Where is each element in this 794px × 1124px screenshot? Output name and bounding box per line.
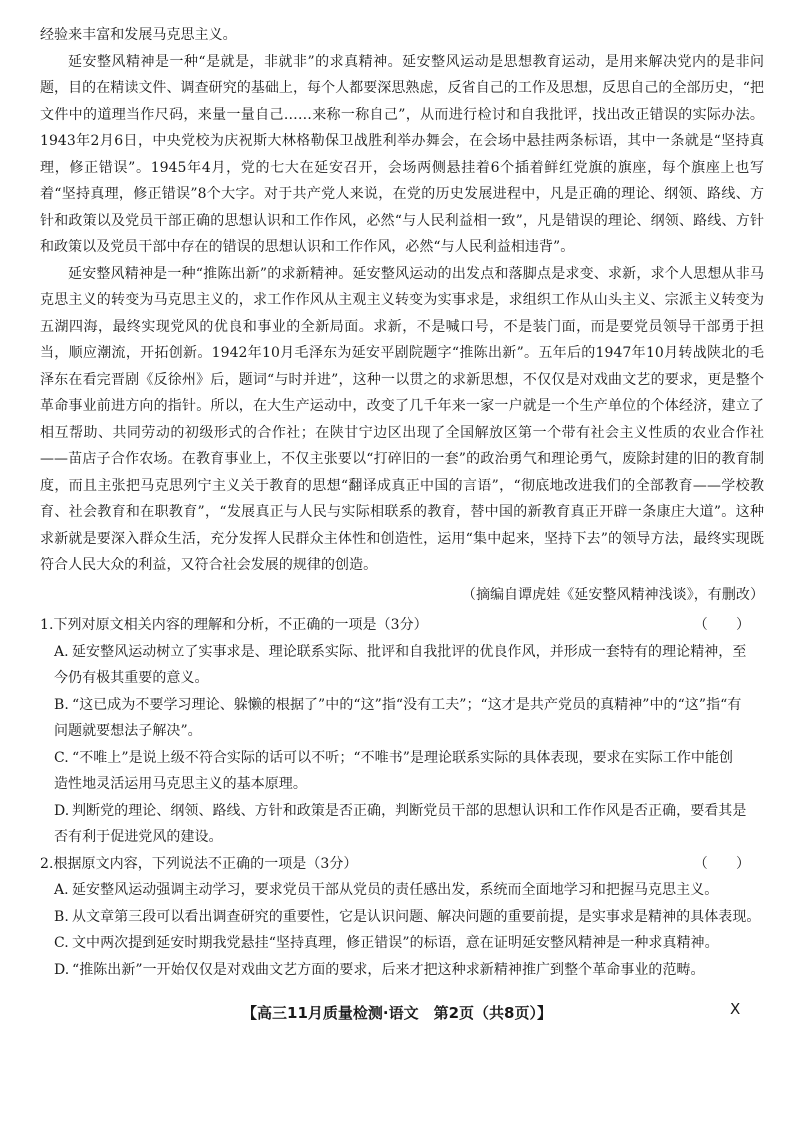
question-1 — [40, 612, 764, 851]
option-letter: C. — [54, 749, 69, 766]
option-letter: B. — [54, 696, 69, 713]
paragraph-3: 延安整风精神是一种“推陈出新”的求新精神。延安整风运动的出发点和落脚点是求变、求新，求个人思想从非马克思主义的转变为马克思主义的，求工作作风从主观主义转变为实事求是，求组织工作从山头主义、宗派主义转变为五湖四海，最终实现党风的优良和事业的全新局面。求新，不是喊口号，不是装门面，而是要党员领导干部勇于担当，顺应潮流，开拓创新。1942年10月毛泽东为延安平剧院题字“推陈出新”。五年后的1947年10月转战陕北的毛泽东在看完晋剧《反徐州》后，题词“与时并进”，这种一以贯之的求新思想，不仅仅是对戏曲文艺的要求，更是整个革命事业前进方向的指针。所以，在大生产运动中，改变了几千年来一家一户就是一个生产单位的个体经济，建立了相互帮助、共同劳动的初级形式的合作社；在陕甘宁边区出现了全国解放区第一个带有社会主义性质的农业合作社——苗店子合作农场。在教育事业上，不仅主张要以“打碎旧的一套”的政治勇气和理论勇气，废除封建的旧的教育制度，而且主张把马克思列宁主义关于教育的思想“翻译成真正中国的言语”，“彻底地改进我们的全部教育——学校教育、社会教育和在职教育”，“发展真正与人民与实际相联系的教育，替中国的新教育真正开辟一条康庄大道”。这种求新就是要深入群众生活，充分发挥人民群众主体性和创造性，运用“集中起来，坚持下去”的领导方法，最终实现既符合人民大众的利益，又符合社会发展的规律的创造。 — [40, 265, 764, 573]
option-text: “推陈出新”一开始仅仅是对戏曲文艺方面的要求，后来才把这种求新精神推广到整个革命事业的范畴。 — [72, 961, 705, 978]
question-2 — [40, 851, 764, 984]
option-d-cont: 否有利于促进党风的建设。 — [54, 829, 223, 845]
source-citation: （摘编自谭虎娃《延安整风精神浅谈》，有删改） — [461, 586, 764, 603]
option-a-cont: 今仍有极其重要的意义。 — [54, 670, 209, 686]
option-b — [40, 904, 764, 931]
page-footer: 【高三11月质量检测·语文 第2页（共8页）】 — [242, 1004, 552, 1022]
option-text: 延安整风运动树立了实事求是、理论联系实际、批评和自我批评的优良作风，并形成一套特有的理论精神，至 — [72, 643, 747, 660]
option-letter: B. — [54, 908, 69, 925]
option-c — [40, 745, 764, 772]
question-1-text: 1.下列对原文相关内容的理解和分析，不正确的一项是（3分） — [40, 617, 428, 633]
paragraph-2: 延安整风精神是一种“是就是，非就非”的求真精神。延安整风运动是思想教育运动，是用来解决党内的是非问题，目的在精读文件、调查研究的基础上，每个人都要深思熟虑，反省自己的工作及思想，反思自己的全部历史，“把文件中的道理当作尺码，来量一量自己……来称一称自己”，从而进行检讨和自我批评，找出改正错误的实际办法。1943年2月6日，中央党校为庆祝斯大林格勒保卫战胜利举办舞会，在会场中悬挂两条标语，其中一条就是“坚持真理，修正错误”。1945年4月，党的七大在延安召开，会场两侧悬挂着6个插着鲜红党旗的旗座，每个旗座上也写着“坚持真理，修正错误”8个大字。对于共产党人来说，在党的历史发展进程中，凡是正确的理论、纲领、路线、方针和政策以及党员干部正确的思想认识和工作作风，必然“与人民利益相一致”，凡是错误的理论、纲领、路线、方针和政策以及党员干部中存在的错误的思想认识和工作作风，必然“与人民利益相违背”。 — [40, 53, 764, 255]
option-text: 文中两次提到延安时期我党悬挂“坚持真理，修正错误”的标语，意在证明延安整风精神是一种求真精神。 — [72, 935, 719, 951]
option-b-cont: 问题就要想法子解决”。 — [54, 723, 202, 739]
option-b — [40, 692, 764, 719]
option-letter: A. — [54, 882, 69, 898]
option-text: 从文章第三段可以看出调查研究的重要性，它是认识问题、解决问题的重要前提，是实事求是精神的具体表现。 — [72, 908, 761, 925]
question-2-stem — [40, 851, 764, 878]
page-body — [40, 22, 764, 983]
option-letter: D. — [54, 961, 70, 978]
option-letter: A. — [54, 643, 69, 660]
option-d — [40, 798, 764, 825]
option-text: 判断党的理论、纲领、路线、方针和政策是否正确，判断党员干部的思想认识和工作作风是否正确，要看其是 — [72, 802, 747, 819]
answer-blank: （ ） — [693, 617, 750, 633]
option-a — [40, 639, 764, 666]
option-text: “不唯上”是说上级不符合实际的话可以不听；“不唯书”是理论联系实际的具体表现，要求在实际工作中能创 — [72, 749, 734, 766]
option-c — [40, 930, 764, 957]
option-text: 延安整风运动强调主动学习，要求党员干部从党员的责任感出发，系统而全面地学习和把握马克思主义。 — [72, 882, 719, 898]
option-letter: C. — [54, 935, 69, 951]
option-d — [40, 957, 764, 984]
question-2-text: 2.根据原文内容，下列说法不正确的一项是（3分） — [40, 855, 358, 872]
question-1-stem — [40, 612, 764, 639]
option-text: “这已成为不要学习理论、躲懒的根据了”中的“这”指“没有工夫”；“这才是共产党员的真精神”中的“这”指“有 — [72, 696, 742, 713]
corner-mark: X — [730, 1000, 741, 1018]
paragraph-1: 经验来丰富和发展马克思主义。 — [40, 27, 237, 43]
option-c-cont: 造性地灵活运用马克思主义的基本原理。 — [54, 776, 307, 792]
answer-blank: （ ） — [693, 855, 750, 872]
option-letter: D. — [54, 802, 70, 819]
option-a — [40, 877, 764, 904]
